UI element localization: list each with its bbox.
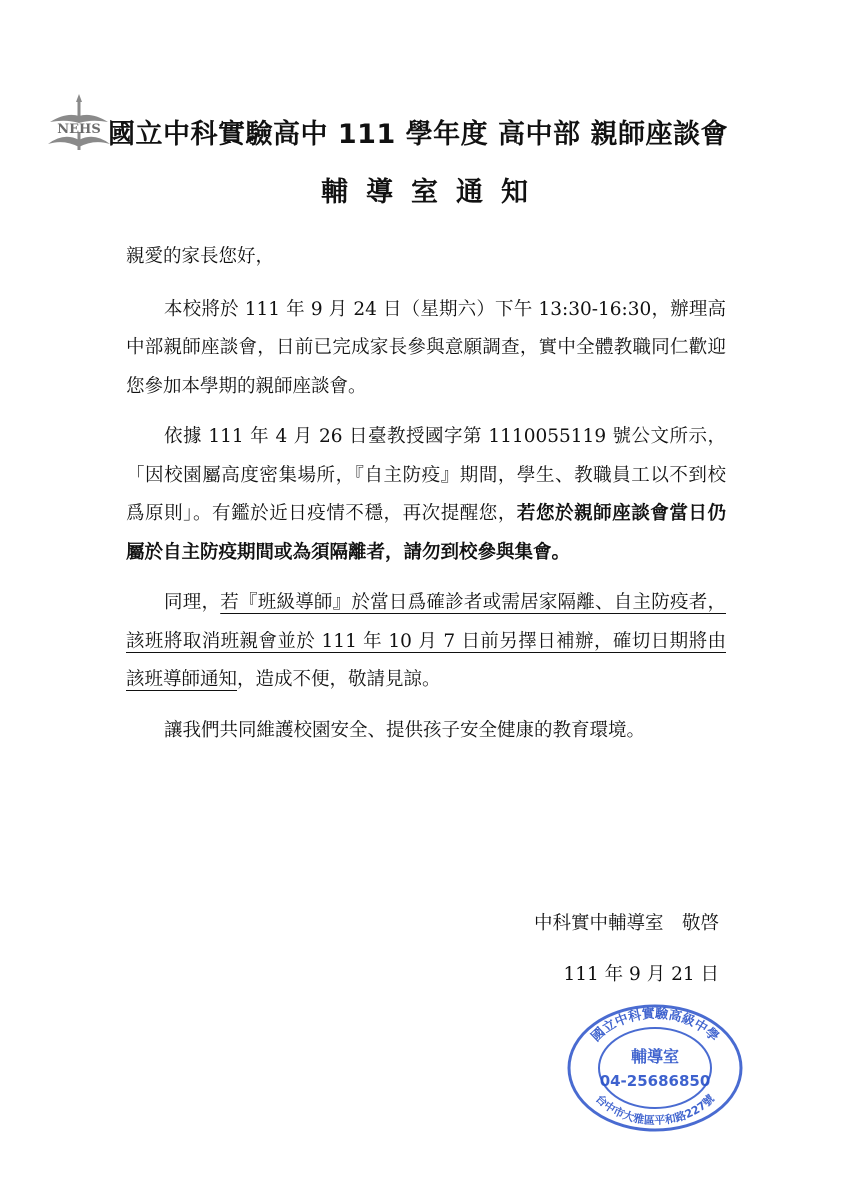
greeting: 親愛的家長您好， <box>126 246 275 267</box>
paragraph-2-bold: 若您於親師座談會當日仍屬於自主防疫期間或為須隔離者，請勿到校參與集會。 <box>126 503 726 563</box>
paragraph-3 <box>126 584 726 700</box>
stamp-phone: 04-25686850 <box>599 1072 711 1090</box>
page-title: 國立中科實驗高中 111 學年度 高中部 親師座談會 <box>108 119 728 150</box>
paragraph-2 <box>126 418 726 572</box>
stamp-ring-text: 國立中科實驗高級中學 <box>588 1006 722 1045</box>
paragraph-2-text: 依據 111 年 4 月 26 日臺教授國字第 1110055119 號公文所示，「因校園屬高度密集場所，『自主防疫』期間，學生、教職員工以不到校爲原則」。有鑑於近日疫情不穩，再次提醒您， <box>126 426 726 524</box>
letter-body <box>126 238 726 762</box>
paragraph-3-underlined: 若『班級導師』於當日爲確診者或需居家隔離、自主防疫者，該班將取消班親會並於 111 年 10 月 7 日前另擇日補辦，確切日期將由該班導師通知 <box>126 592 726 690</box>
paragraph-3-lead: 同理， <box>164 592 221 613</box>
page-subtitle: 輔導室通知 <box>321 177 546 208</box>
paragraph-1: 本校將於 111 年 9 月 24 日（星期六）下午 13:30-16:30，辦理高中部親師座談會，日前已完成家長參與意願調查，實中全體教職同仁歡迎您參加本學期的親師座談會。 <box>126 298 726 397</box>
signature-date: 111 年 9 月 21 日 <box>563 964 719 985</box>
logo-text: NEHS <box>57 122 101 137</box>
signature-block <box>534 912 719 987</box>
paragraph-3-tail: ，造成不便，敬請見諒。 <box>237 669 441 690</box>
school-logo <box>46 92 112 156</box>
office-stamp <box>565 1002 745 1134</box>
signature-office: 中科實中輔導室 敬啓 <box>533 913 719 934</box>
stamp-name: 輔導室 <box>630 1047 680 1066</box>
paragraph-4: 讓我們共同維護校園安全、提供孩子安全健康的教育環境。 <box>164 719 646 741</box>
stamp-address: 台中市大雅區平和路227號 <box>593 1092 717 1128</box>
